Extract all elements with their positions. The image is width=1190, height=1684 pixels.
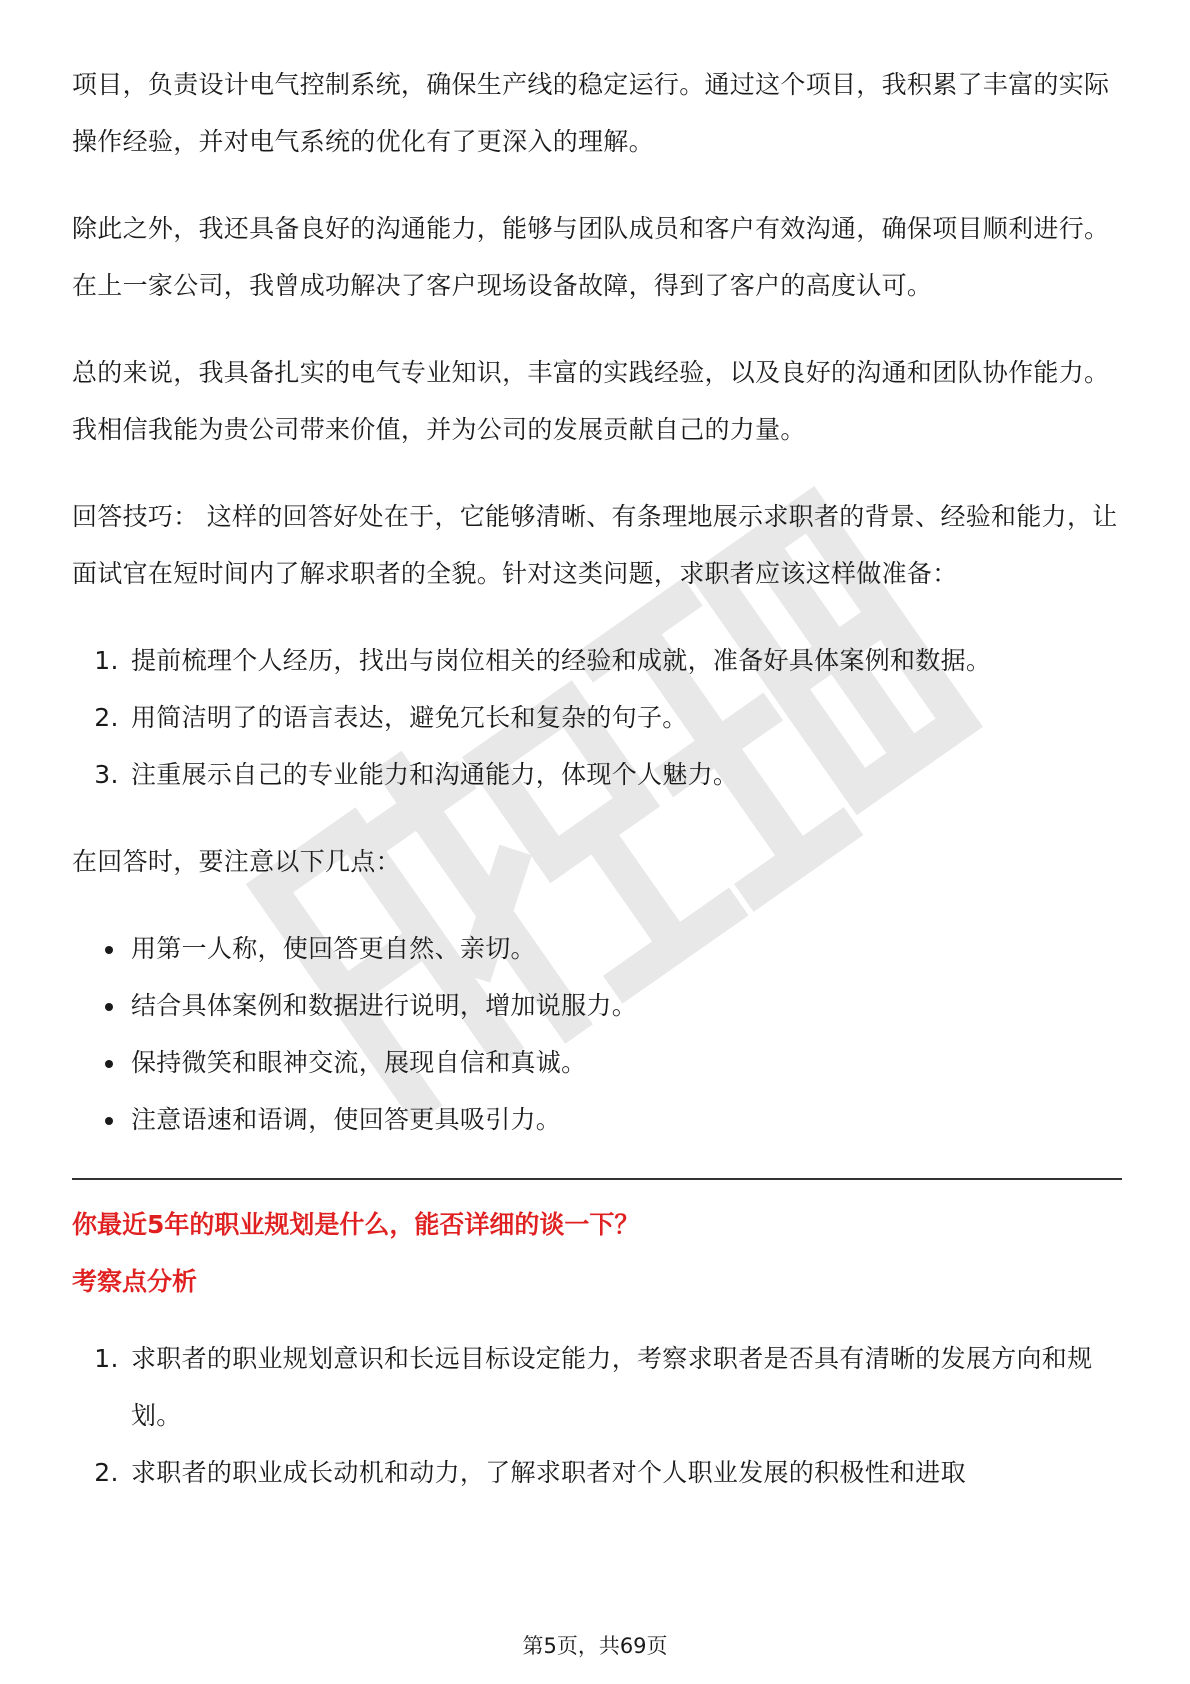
page-number-footer: 第5页，共69页 bbox=[522, 1634, 668, 1658]
list-item: 2. 求职者的职业成长动机和动力，了解求职者对个人职业发展的积极性和进取 bbox=[127, 1444, 1122, 1501]
paragraph-answer-tips: 回答技巧： 这样的回答好处在于，它能够清晰、有条理地展示求职者的背景、经验和能力，让面试官在短时间内了解求职者的全貌。针对这类问题，求职者应该这样做准备： bbox=[72, 502, 1118, 588]
notes-intro: 在回答时，要注意以下几点： bbox=[72, 847, 401, 876]
list-item: 1. 提前梳理个人经历，找出与岗位相关的经验和成就，准备好具体案例和数据。 bbox=[127, 632, 1122, 689]
preparation-list bbox=[72, 632, 1122, 803]
list-item: • 结合具体案例和数据进行说明，增加说服力。 bbox=[127, 977, 1122, 1034]
list-item: 2. 用简洁明了的语言表达，避免冗长和复杂的句子。 bbox=[127, 689, 1122, 746]
paragraph-communication-skills: 除此之外，我还具备良好的沟通能力，能够与团队成员和客户有效沟通，确保项目顺利进行。在上一家公司，我曾成功解决了客户现场设备故障，得到了客户的高度认可。 bbox=[72, 214, 1110, 300]
list-item: • 用第一人称，使回答更自然、亲切。 bbox=[127, 920, 1122, 977]
document-page bbox=[72, 56, 1122, 1531]
notes-list bbox=[72, 920, 1122, 1148]
interview-question: 你最近5年的职业规划是什么，能否详细的谈一下？ bbox=[72, 1210, 640, 1239]
analysis-heading: 考察点分析 bbox=[72, 1267, 198, 1296]
section-divider bbox=[72, 1178, 1122, 1180]
list-item: • 注意语速和语调，使回答更具吸引力。 bbox=[127, 1091, 1122, 1148]
analysis-list bbox=[72, 1330, 1122, 1501]
list-item: 1. 求职者的职业规划意识和长远目标设定能力，考察求职者是否具有清晰的发展方向和规划。 bbox=[127, 1330, 1122, 1444]
paragraph-summary: 总的来说，我具备扎实的电气专业知识，丰富的实践经验，以及良好的沟通和团队协作能力。我相信我能为贵公司带来价值，并为公司的发展贡献自己的力量。 bbox=[72, 358, 1110, 444]
list-item: • 保持微笑和眼神交流，展现自信和真诚。 bbox=[127, 1034, 1122, 1091]
paragraph-project-experience: 项目，负责设计电气控制系统，确保生产线的稳定运行。通过这个项目，我积累了丰富的实际操作经验，并对电气系统的优化有了更深入的理解。 bbox=[72, 70, 1110, 156]
list-item: 3. 注重展示自己的专业能力和沟通能力，体现个人魅力。 bbox=[127, 746, 1122, 803]
